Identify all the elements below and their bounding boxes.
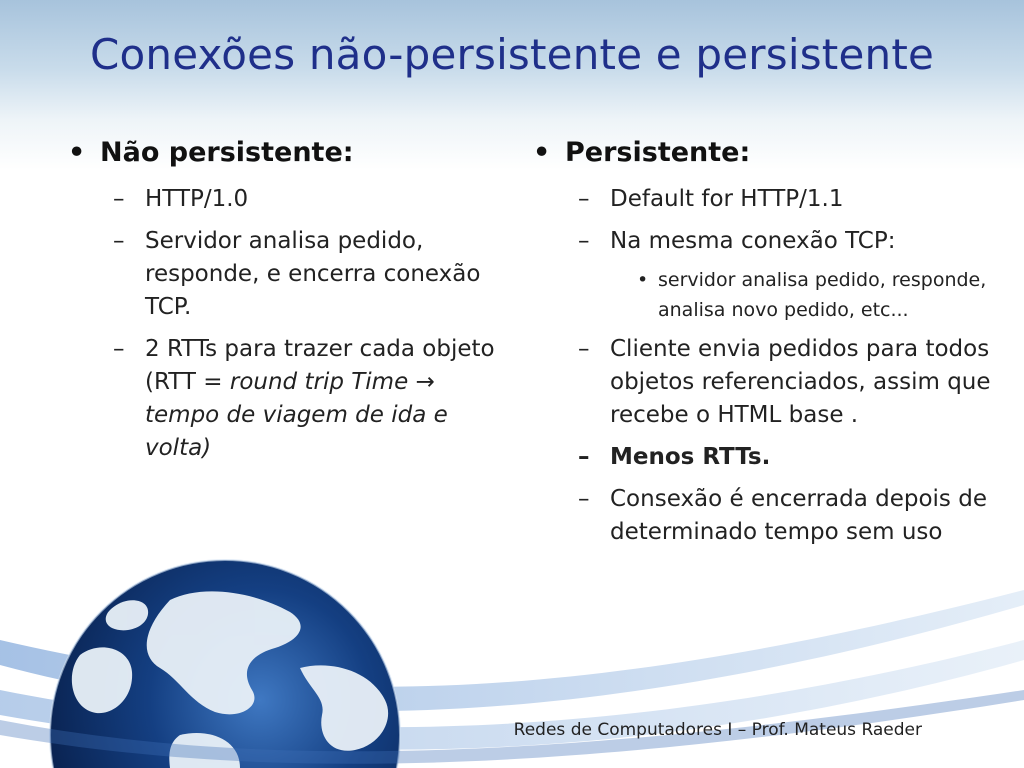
right-heading-text: Persistente:: [565, 137, 751, 168]
right-subitem: [533, 265, 993, 325]
left-heading: [68, 133, 508, 173]
arrow-icon: →: [415, 369, 435, 395]
left-heading-text: Não persistente:: [100, 137, 354, 168]
right-subitem-text: servidor analisa pedido, responde, analisa novo pedido, etc...: [658, 269, 987, 321]
left-item: [68, 225, 508, 324]
left-item-italic-tempo: tempo de viagem de ida e volta): [145, 402, 448, 461]
dash-icon: –: [578, 228, 590, 254]
left-item-italic-round-trip: round trip Time: [229, 369, 409, 395]
dash-icon: –: [113, 186, 125, 212]
globe-icon: [50, 560, 400, 768]
right-item: [533, 225, 993, 258]
right-item: [533, 483, 993, 549]
dash-icon: –: [578, 486, 590, 512]
dash-icon: –: [578, 186, 590, 212]
left-item-text: HTTP/1.0: [145, 186, 249, 212]
left-item: [68, 183, 508, 216]
right-item-text: Consexão é encerrada depois de determinado tempo sem uso: [610, 486, 987, 545]
slide-title: Conexões não-persistente e persistente: [89, 30, 935, 79]
bullet-icon: •: [533, 137, 551, 168]
right-item-text: Na mesma conexão TCP:: [610, 228, 896, 254]
right-item-text: Default for HTTP/1.1: [610, 186, 844, 212]
right-item-text: Cliente envia pedidos para todos objetos referenciados, assim que recebe o HTML base .: [610, 336, 991, 428]
dash-icon: –: [578, 336, 590, 362]
right-item-text: Menos RTTs.: [610, 444, 771, 470]
bullet-icon: •: [68, 137, 86, 168]
slide-footer: Redes de Computadores I – Prof. Mateus Raeder: [513, 720, 922, 740]
right-item: [533, 183, 993, 216]
right-item-bold: [533, 441, 993, 474]
left-column: [68, 133, 508, 474]
bullet-icon: •: [637, 269, 649, 291]
right-item: [533, 333, 993, 432]
dash-icon: –: [113, 336, 125, 362]
right-column: [533, 133, 993, 558]
left-item-text-pre: 2 RTTs para trazer cada objeto (RTT =: [145, 336, 495, 395]
dash-icon: –: [578, 444, 590, 470]
right-heading: [533, 133, 993, 173]
dash-icon: –: [113, 228, 125, 254]
left-item-text: Servidor analisa pedido, responde, e encerra conexão TCP.: [145, 228, 481, 320]
left-item: [68, 333, 508, 465]
